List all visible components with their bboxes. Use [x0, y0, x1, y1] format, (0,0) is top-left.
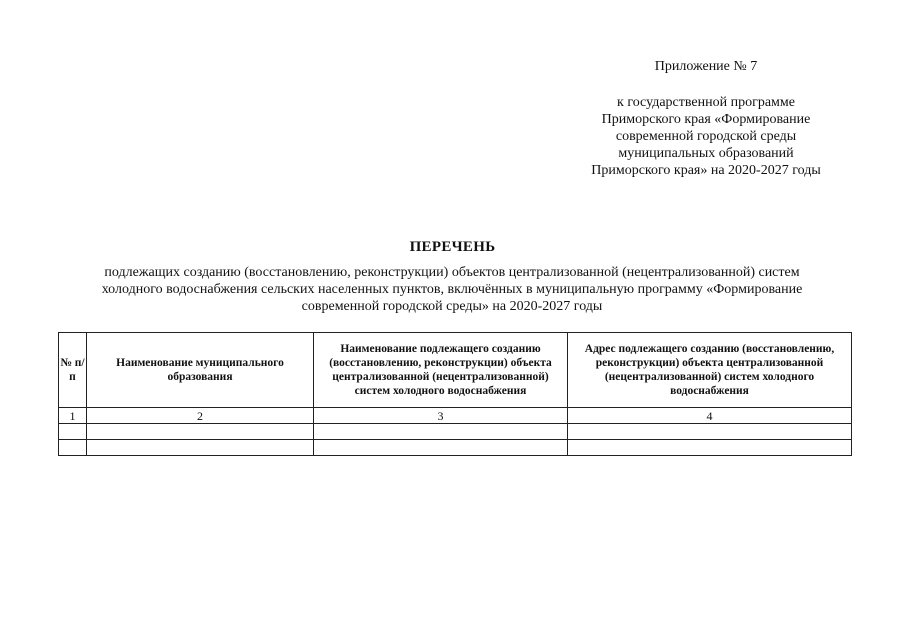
- table-row: [59, 424, 852, 440]
- table-row-column-numbers: [59, 408, 852, 424]
- table-cell: 3: [314, 408, 568, 424]
- appendix-line: к государственной программе: [617, 95, 795, 110]
- document-title: ПЕРЕЧЕНЬ: [409, 239, 496, 255]
- header-object-name: Наименование подлежащего созданию (восстановлению, реконструкции) объекта централизованной (нецентрализованной) систем холодного водоснабжения: [314, 333, 568, 408]
- table-cell: [568, 424, 852, 440]
- table-cell: 1: [59, 408, 87, 424]
- table-cell: [314, 424, 568, 440]
- table-cell: 2: [87, 408, 314, 424]
- subtitle-line: холодного водоснабжения сельских населенных пунктов, включённых в муниципальную программу «Формирование: [101, 282, 803, 297]
- table-cell: [59, 424, 87, 440]
- header-municipality: Наименование муниципального образования: [87, 333, 314, 408]
- appendix-line: современной городской среды: [615, 129, 797, 144]
- subtitle-line: подлежащих созданию (восстановлению, реконструкции) объектов централизованной (нецентрализованной) систем: [104, 265, 800, 280]
- table-cell: [59, 440, 87, 456]
- table-cell: [87, 424, 314, 440]
- appendix-line: муниципальных образований: [618, 146, 794, 161]
- subtitle-line: современной городской среды» на 2020-2027 годы: [301, 299, 603, 314]
- appendix-title: Приложение № 7: [654, 59, 758, 74]
- table-cell: [568, 440, 852, 456]
- table-cell: [87, 440, 314, 456]
- table-row: [59, 440, 852, 456]
- document-subtitle: [52, 264, 852, 315]
- appendix-line: Приморского края «Формирование: [601, 112, 811, 127]
- table-cell: [314, 440, 568, 456]
- table-cell: 4: [568, 408, 852, 424]
- header-object-address: Адрес подлежащего созданию (восстановлению, реконструкции) объекта централизованной (нецентрализованной) систем холодного водоснабжения: [568, 333, 852, 408]
- appendix-line: Приморского края» на 2020-2027 годы: [591, 163, 821, 178]
- appendix-block: [572, 58, 840, 179]
- table-header-row: [59, 333, 852, 408]
- objects-table: [58, 332, 852, 456]
- header-number: № п/п: [59, 333, 87, 408]
